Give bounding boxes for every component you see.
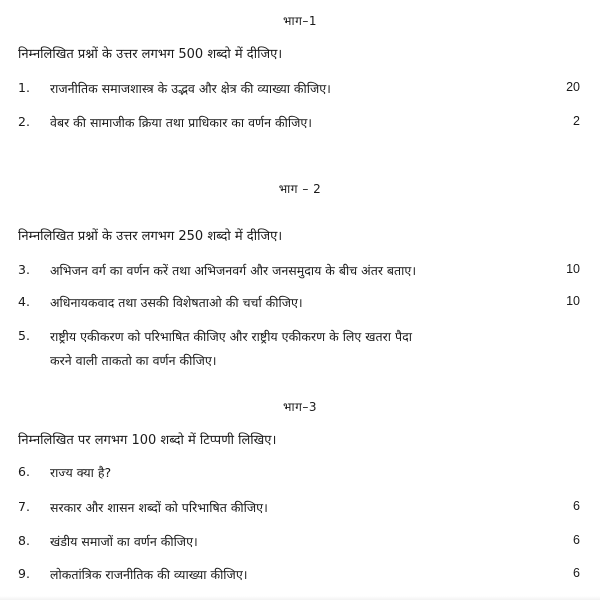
question-7 — [0, 499, 600, 519]
question-number: 9. — [18, 566, 30, 581]
question-6 — [0, 464, 600, 484]
section-3-instruction: निम्नलिखित पर लगभग 100 शब्दो में टिप्पणी लिखिए। — [18, 433, 277, 448]
question-number: 8. — [18, 533, 30, 548]
question-text: वेबर की सामाजीक क्रिया तथा प्राधिकार का वर्णन कीजिए। — [50, 115, 313, 130]
question-marks: 20 — [566, 80, 580, 94]
question-number: 1. — [18, 80, 30, 95]
question-text: राज्य क्या है? — [50, 465, 112, 480]
question-5 — [0, 328, 600, 372]
question-text-continued: करने वाली ताकतो का वर्णन कीजिए। — [50, 353, 217, 368]
question-text: खंडीय समाजों का वर्णन कीजिए। — [50, 534, 198, 549]
question-marks: 10 — [566, 294, 580, 308]
question-3 — [0, 262, 600, 282]
question-marks: 6 — [573, 533, 580, 547]
section-1-heading: भाग–1 — [283, 14, 317, 28]
question-text: राजनीतिक समाजशास्त्र के उद्भव और क्षेत्र की व्याख्या कीजिए। — [50, 81, 331, 96]
section-1-instruction: निम्नलिखित प्रश्नों के उत्तर लगभग 500 शब्दो में दीजिए। — [18, 47, 283, 62]
question-text: राष्ट्रीय एकीकरण को परिभाषित कीजिए और राष्ट्रीय एकीकरण के लिए खतरा पैदा — [50, 329, 412, 344]
question-number: 2. — [18, 114, 30, 129]
question-marks: 10 — [566, 262, 580, 276]
question-4 — [0, 294, 600, 314]
question-8 — [0, 533, 600, 553]
question-marks: 6 — [573, 499, 580, 513]
question-number: 3. — [18, 262, 30, 277]
question-number: 6. — [18, 464, 30, 479]
question-number: 5. — [18, 328, 30, 343]
question-number: 4. — [18, 294, 30, 309]
section-2-instruction: निम्नलिखित प्रश्नों के उत्तर लगभग 250 शब्दो में दीजिए। — [18, 229, 283, 244]
question-2 — [0, 114, 600, 134]
question-9 — [0, 566, 600, 586]
question-marks: 2 — [573, 114, 580, 128]
question-text: लोकतांत्रिक राजनीतिक की व्याख्या कीजिए। — [50, 567, 248, 582]
page-bottom-edge — [0, 596, 600, 600]
question-text: अभिजन वर्ग का वर्णन करें तथा अभिजनवर्ग और जनसमुदाय के बीच अंतर बताए। — [50, 263, 417, 278]
section-2-heading: भाग – 2 — [278, 182, 322, 196]
question-number: 7. — [18, 499, 30, 514]
section-3-heading: भाग–3 — [283, 400, 317, 414]
question-1 — [0, 80, 600, 100]
question-text: अधिनायकवाद तथा उसकी विशेषताओ की चर्चा कीजिए। — [50, 295, 303, 310]
question-text: सरकार और शासन शब्दों को परिभाषित कीजिए। — [50, 500, 268, 515]
question-marks: 6 — [573, 566, 580, 580]
